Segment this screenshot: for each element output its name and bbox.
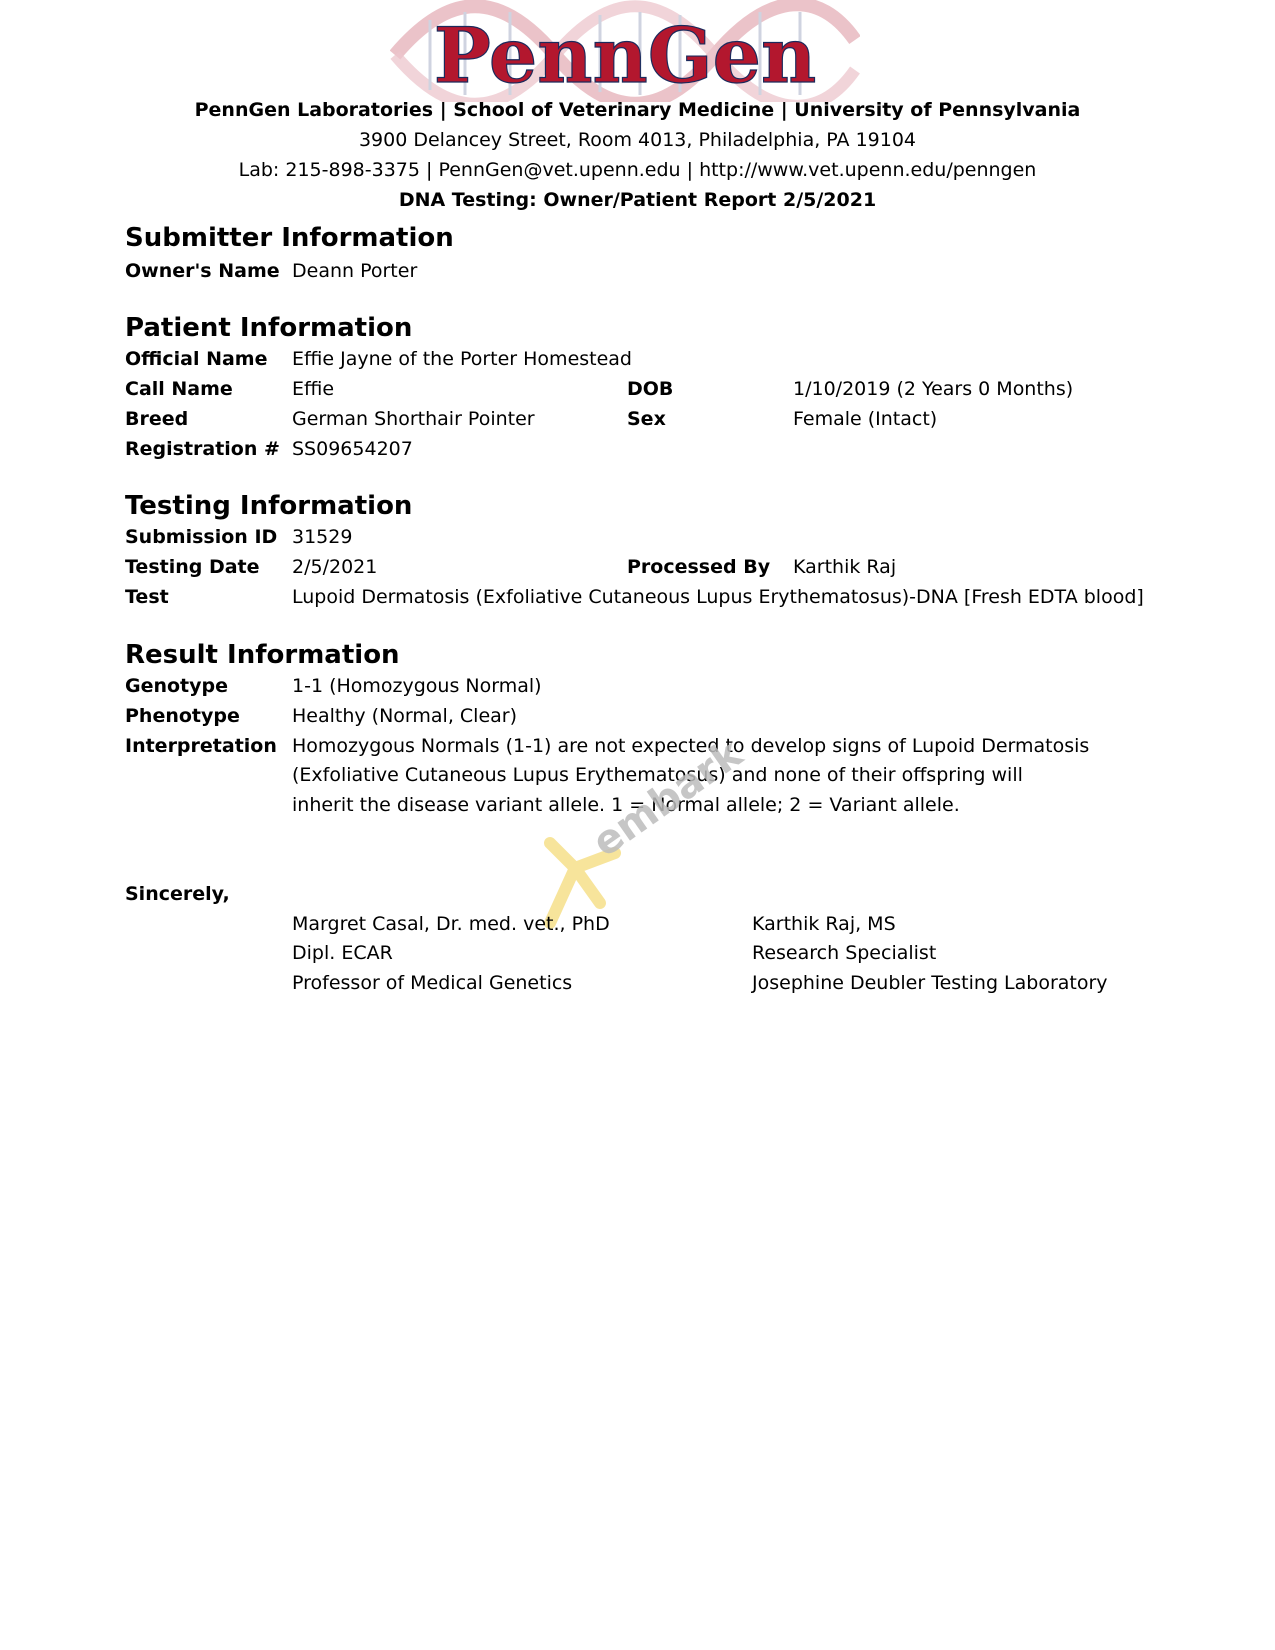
phenotype-label: Phenotype	[125, 705, 240, 727]
lab-name-line: PennGen Laboratories | School of Veterinary Medicine | University of Pennsylvania	[194, 99, 1081, 121]
patient-heading: Patient Information	[125, 313, 413, 343]
interpretation-line-2: (Exfoliative Cutaneous Lupus Erythematosus) and none of their offspring will	[292, 764, 1023, 786]
breed-label: Breed	[125, 408, 189, 430]
genotype-label: Genotype	[125, 675, 229, 697]
sex-label: Sex	[627, 408, 666, 430]
owner-value: Deann Porter	[292, 260, 418, 282]
registration-label: Registration #	[125, 438, 280, 460]
phenotype-value: Healthy (Normal, Clear)	[292, 705, 518, 727]
test-value: Lupoid Dermatosis (Exfoliative Cutaneous Lupus Erythematosus)-DNA [Fresh EDTA blood]	[292, 586, 1144, 608]
interpretation-label: Interpretation	[125, 735, 277, 757]
signer-1-title: Professor of Medical Genetics	[292, 972, 573, 994]
watermark-text: embark	[584, 730, 751, 867]
dob-label: DOB	[627, 378, 674, 400]
sincerely-text: Sincerely,	[125, 883, 230, 905]
call-name-label: Call Name	[125, 378, 233, 400]
report-title: DNA Testing: Owner/Patient Report 2/5/2021	[398, 189, 877, 211]
logo-text: PennGen	[433, 11, 817, 100]
call-name-value: Effie	[292, 378, 335, 400]
submitter-heading: Submitter Information	[125, 223, 454, 253]
result-heading: Result Information	[125, 640, 400, 670]
test-label: Test	[125, 586, 169, 608]
sex-value: Female (Intact)	[793, 408, 938, 430]
breed-value: German Shorthair Pointer	[292, 408, 535, 430]
signer-2-lab: Josephine Deubler Testing Laboratory	[752, 972, 1108, 994]
signer-2-name: Karthik Raj, MS	[752, 913, 896, 935]
genotype-value: 1-1 (Homozygous Normal)	[292, 675, 542, 697]
embark-watermark	[520, 728, 780, 938]
address-line: 3900 Delancey Street, Room 4013, Philadelphia, PA 19104	[358, 129, 917, 151]
interpretation-line-3: inherit the disease variant allele. 1 = Normal allele; 2 = Variant allele.	[292, 794, 960, 816]
submission-id-value: 31529	[292, 526, 353, 548]
testing-date-label: Testing Date	[125, 556, 260, 578]
official-name-value: Effie Jayne of the Porter Homestead	[292, 348, 632, 370]
interpretation-line-1: Homozygous Normals (1-1) are not expected to develop signs of Lupoid Dermatosis	[292, 735, 1090, 757]
signer-1-credential: Dipl. ECAR	[292, 942, 393, 964]
contact-line: Lab: 215-898-3375 | PennGen@vet.upenn.edu | http://www.vet.upenn.edu/penngen	[238, 159, 1037, 181]
dob-value: 1/10/2019 (2 Years 0 Months)	[793, 378, 1074, 400]
registration-value: SS09654207	[292, 438, 413, 460]
testing-date-value: 2/5/2021	[292, 556, 378, 578]
signer-2-title: Research Specialist	[752, 942, 937, 964]
owner-label: Owner's Name	[125, 260, 280, 282]
penngen-logo	[390, 0, 860, 102]
official-name-label: Official Name	[125, 348, 268, 370]
submission-id-label: Submission ID	[125, 526, 278, 548]
signer-1-name: Margret Casal, Dr. med. vet., PhD	[292, 913, 610, 935]
processed-by-value: Karthik Raj	[793, 556, 897, 578]
testing-heading: Testing Information	[125, 491, 413, 521]
processed-by-label: Processed By	[627, 556, 771, 578]
